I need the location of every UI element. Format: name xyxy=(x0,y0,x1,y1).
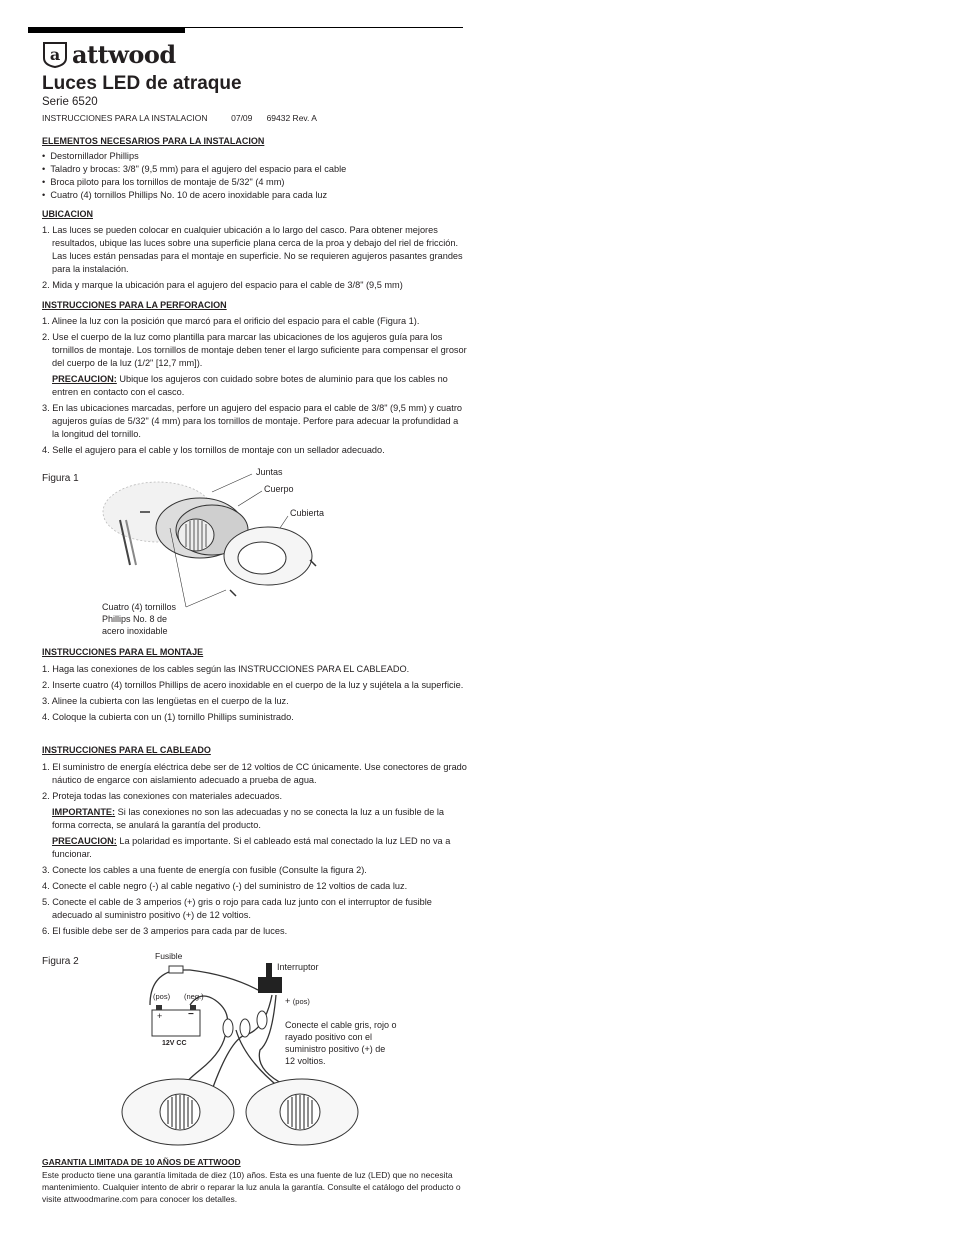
brand-name: attwood xyxy=(72,39,176,69)
wire-switch-2 xyxy=(259,995,285,1085)
list-item: 4. Selle el agujero para el cable y los tornillos de montaje con un sellador adecuado. xyxy=(42,445,385,455)
fuse-shape xyxy=(169,966,183,973)
section-heading-cableado: INSTRUCCIONES PARA EL CABLEADO xyxy=(42,745,211,755)
list-item: 1. Haga las conexiones de los cables según las INSTRUCCIONES PARA EL CABLEADO. xyxy=(42,664,410,674)
section-heading-perforacion: INSTRUCCIONES PARA LA PERFORACION xyxy=(42,300,227,310)
warranty-text: Este producto tiene una garantía limitada de diez (10) años. Esta es una fuente de luz (LED) que no necesita mantenimiento. Cualquier intento de abrir o reparar la luz anula la garantía. Consulte el catálogo del producto o visite attwoodmarine.com para conocer los detalles. xyxy=(42,1170,461,1204)
label-neg: (neg.) xyxy=(184,992,204,1001)
battery-plus: + xyxy=(157,1011,163,1021)
list-item: 3. Conecte los cables a una fuente de energía con fusible (Consulte la figura 2). xyxy=(42,865,367,875)
figure-2-label: Figura 2 xyxy=(42,956,79,967)
doc-date: 07/09 xyxy=(231,113,253,123)
important-note: IMPORTANTE: Si las conexiones no son las adecuadas y no se conecta la luz a un fusible de la forma correcta, se anulará la garantía del producto. xyxy=(52,807,445,830)
connector-shape xyxy=(223,1019,233,1037)
battery-minus: − xyxy=(188,1009,194,1020)
list-item: 4. Coloque la cubierta con un (1) tornillo Phillips suministrado. xyxy=(42,712,294,722)
switch-plus: + (pos) xyxy=(285,996,310,1006)
wire-switch-1 xyxy=(212,995,272,1090)
wiring-note: Conecte el cable gris, rojo o rayado positivo con el suministro positivo (+) de 12 voltios. xyxy=(285,1020,397,1066)
caution-note: PRECAUCION: La polaridad es importante. Si el cableado está mal conectado la luz LED no va a funcionar. xyxy=(52,836,451,859)
list-item: • Cuatro (4) tornillos Phillips No. 10 de acero inoxidable para cada luz xyxy=(42,190,328,200)
list-item: 2. Proteja todas las conexiones con materiales adecuados. xyxy=(42,791,283,801)
label-interruptor: Interruptor xyxy=(277,962,319,972)
led-light-1-grille xyxy=(168,1095,192,1129)
label-cubierta: Cubierta xyxy=(290,508,325,518)
doc-code: 69432 Rev. A xyxy=(266,113,317,123)
list-item: 4. Conecte el cable negro (-) al cable negativo (-) del suministro de 12 voltios de cada luz. xyxy=(42,881,408,891)
list-item: 2. Use el cuerpo de la luz como plantilla para marcar las ubicaciones de los agujeros guía para los tornillos de montaje. Los tornillos de montaje deben tener el largo suficiente para compensar el grosor del cuerpo de la luz (1/2" [12,7 mm]). xyxy=(42,332,467,368)
list-item: 2. Mida y marque la ubicación para el agujero del espacio para el cable de 3/8" (9,5 mm) xyxy=(42,280,403,290)
doc-type: INSTRUCCIONES PARA LA INSTALACION xyxy=(42,113,208,123)
section-heading-montaje: INSTRUCCIONES PARA EL MONTAJE xyxy=(42,647,204,657)
list-item: 3. Alinee la cubierta con las lengüetas en el cuerpo de la luz. xyxy=(42,696,289,706)
label-cuerpo: Cuerpo xyxy=(264,484,294,494)
list-item: 1. Las luces se pueden colocar en cualquier ubicación a lo largo del casco. Para obtener mejores resultados, ubique las luces sobre una superficie plana cerca de la proa y debajo del riel de fricción. Las luces están pensadas para el montaje en superficie. No se requieren agujeros pasantes grandes para la instalación. xyxy=(42,225,463,274)
list-item: 1. El suministro de energía eléctrica debe ser de 12 voltios de CC únicamente. Use conectores de grado náutico de engarce con aislamiento adecuado a prueba de agua. xyxy=(42,762,467,785)
switch-lever xyxy=(266,963,272,977)
list-item: • Broca piloto para los tornillos de montaje de 5/32" (4 mm) xyxy=(42,177,285,187)
section-heading-ubicacion: UBICACION xyxy=(42,209,93,219)
label-fusible: Fusible xyxy=(155,951,183,961)
list-item: 1. Alinee la luz con la posición que marcó para el orificio del espacio para el cable (Figura 1). xyxy=(42,316,420,326)
list-item: 2. Inserte cuatro (4) tornillos Phillips de acero inoxidable en el cuerpo de la luz y sujétela a la superficie. xyxy=(42,680,464,690)
caution-note: PRECAUCION: Ubique los agujeros con cuidado sobre botes de aluminio para que los cables no entren en contacto con el casco. xyxy=(52,374,448,397)
figure-1-label: Figura 1 xyxy=(42,473,79,484)
section-heading-elementos: ELEMENTOS NECESARIOS PARA LA INSTALACION xyxy=(42,136,265,146)
series-label: Serie 6520 xyxy=(42,96,98,108)
label-tornillos: Cuatro (4) tornillos Phillips No. 8 de acero inoxidable xyxy=(102,602,177,636)
list-item: 6. El fusible debe ser de 3 amperios para cada par de luces. xyxy=(42,926,288,936)
switch-shape xyxy=(258,977,282,993)
section-heading-garantia: GARANTIA LIMITADA DE 10 AÑOS DE ATTWOOD xyxy=(42,1157,241,1167)
list-item: 3. En las ubicaciones marcadas, perfore un agujero del espacio para el cable de 3/8" (9,5 mm) y cuatro agujeros guías de 5/32" (4 mm) para los tornillos de montaje. Perfore para adecuar la profundidad a la longitud del tornillo. xyxy=(42,403,462,439)
connector-shape xyxy=(257,1011,267,1029)
label-juntas: Juntas xyxy=(256,467,283,477)
list-item: • Destornillador Phillips xyxy=(42,151,139,161)
battery-label: 12V CC xyxy=(162,1040,187,1047)
led-light-2-grille xyxy=(288,1095,312,1129)
label-pos: (pos) xyxy=(153,992,171,1001)
svg-text:a: a xyxy=(49,45,61,64)
wire-light-2 xyxy=(236,1030,280,1088)
page-title: Luces LED de atraque xyxy=(42,73,242,94)
list-item: • Taladro y brocas: 3/8" (9,5 mm) para el agujero del espacio para el cable xyxy=(42,164,347,174)
list-item: 5. Conecte el cable de 3 amperios (+) gris o rojo para cada luz junto con el interruptor de fusible adecuado al suministro positivo (+) de 12 voltios. xyxy=(42,897,432,920)
connector-shape xyxy=(240,1019,250,1037)
